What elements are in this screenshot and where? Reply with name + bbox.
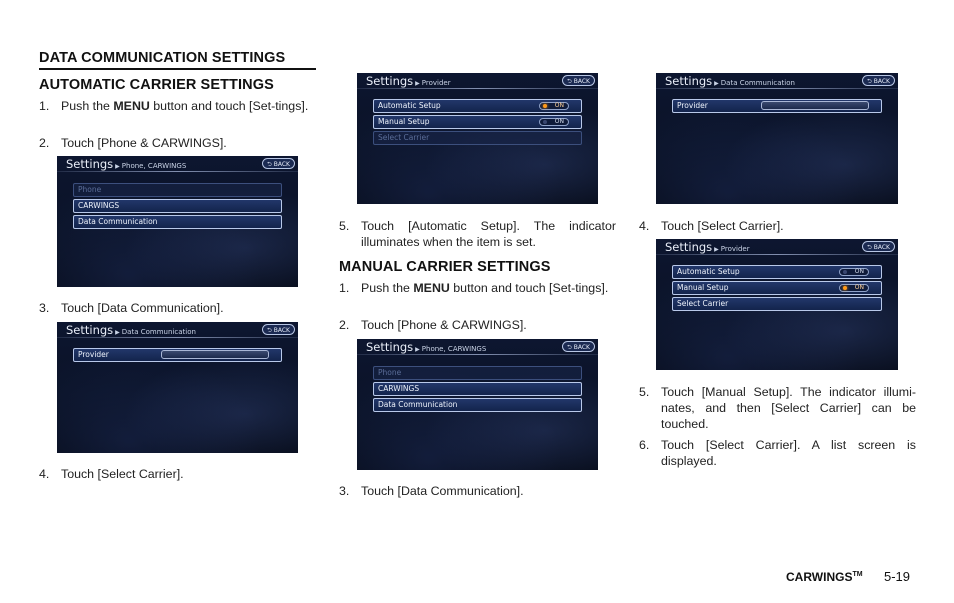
screen-data-communication-manual: [656, 73, 898, 204]
footer-brand: CARWINGS™: [786, 570, 863, 584]
auto-step-2: 2. Touch [Phone & CARWINGS].: [39, 136, 227, 150]
row-phone[interactable]: Phone: [73, 183, 282, 197]
auto-step-4: 4. Touch [Select Carrier].: [39, 467, 184, 481]
back-button[interactable]: ⮌ BACK: [862, 241, 895, 252]
manual-step-3: 3. Touch [Data Communication].: [339, 484, 524, 498]
screen-title: Settings ▶ Data Communication: [665, 74, 795, 88]
back-button[interactable]: ⮌ BACK: [562, 341, 595, 352]
screen-title: Settings ▶ Phone, CARWINGS: [366, 340, 487, 354]
row-phone[interactable]: Phone: [373, 366, 582, 380]
menu-button-label: MENU: [413, 281, 450, 295]
screen-provider-manual: [656, 239, 898, 370]
row-automatic-setup[interactable]: Automatic Setup ON: [672, 265, 882, 279]
heading-rule: [39, 68, 316, 70]
row-carwings[interactable]: CARWINGS: [373, 382, 582, 396]
auto-step-1: 1. Push the MENU button and touch [Set-tings].: [39, 99, 309, 113]
screen-provider-automatic: [357, 73, 598, 204]
back-button[interactable]: ⮌ BACK: [262, 158, 295, 169]
manual-step-2: 2. Touch [Phone & CARWINGS].: [339, 318, 527, 332]
automatic-indicator-off: ON: [839, 268, 869, 276]
row-data-communication[interactable]: Data Communication: [73, 215, 282, 229]
auto-step-3: 3. Touch [Data Communication].: [39, 301, 224, 315]
manual-step-1: 1. Push the MENU button and touch [Set-tings].: [339, 281, 609, 295]
menu-button-label: MENU: [113, 99, 150, 113]
row-provider[interactable]: Provider: [672, 99, 882, 113]
screen-title: Settings ▶ Provider: [366, 74, 451, 88]
back-button[interactable]: ⮌ BACK: [262, 324, 295, 335]
back-button[interactable]: ⮌ BACK: [862, 75, 895, 86]
row-provider[interactable]: Provider: [73, 348, 282, 362]
row-manual-setup[interactable]: Manual Setup ON: [672, 281, 882, 295]
page-number: 5-19: [884, 569, 911, 584]
automatic-heading: AUTOMATIC CARRIER SETTINGS: [39, 77, 274, 93]
row-automatic-setup[interactable]: Automatic Setup ON: [373, 99, 582, 113]
provider-field: [761, 101, 869, 110]
automatic-indicator-on: ON: [539, 102, 569, 110]
screen-title: Settings ▶ Provider: [665, 240, 750, 254]
manual-indicator-on: ON: [839, 284, 869, 292]
screen-title: Settings ▶ Phone, CARWINGS: [66, 157, 187, 171]
provider-field: [161, 350, 269, 359]
screen-phone-carwings: [57, 156, 298, 287]
manual-heading: MANUAL CARRIER SETTINGS: [339, 259, 551, 275]
main-heading: DATA COMMUNICATION SETTINGS: [39, 50, 286, 66]
manual-step-4: 4. Touch [Select Carrier].: [639, 219, 784, 233]
row-select-carrier[interactable]: Select Carrier: [373, 131, 582, 145]
row-manual-setup[interactable]: Manual Setup ON: [373, 115, 582, 129]
auto-step-5: 5. Touch [Automatic Setup]. The indicator illuminates when the item is set.: [339, 219, 616, 249]
manual-step-6: 6. Touch [Select Carrier]. A list screen is displayed.: [639, 438, 916, 468]
manual-indicator-off: ON: [539, 118, 569, 126]
screen-title: Settings ▶ Data Communication: [66, 323, 196, 337]
screen-data-communication: [57, 322, 298, 453]
row-data-communication[interactable]: Data Communication: [373, 398, 582, 412]
row-carwings[interactable]: CARWINGS: [73, 199, 282, 213]
screen-phone-carwings-manual: [357, 339, 598, 470]
manual-step-5: 5. Touch [Manual Setup]. The indicator illumi-nates, and then [Select Carrier] can be touched.: [639, 385, 916, 431]
row-select-carrier[interactable]: Select Carrier: [672, 297, 882, 311]
back-button[interactable]: ⮌ BACK: [562, 75, 595, 86]
